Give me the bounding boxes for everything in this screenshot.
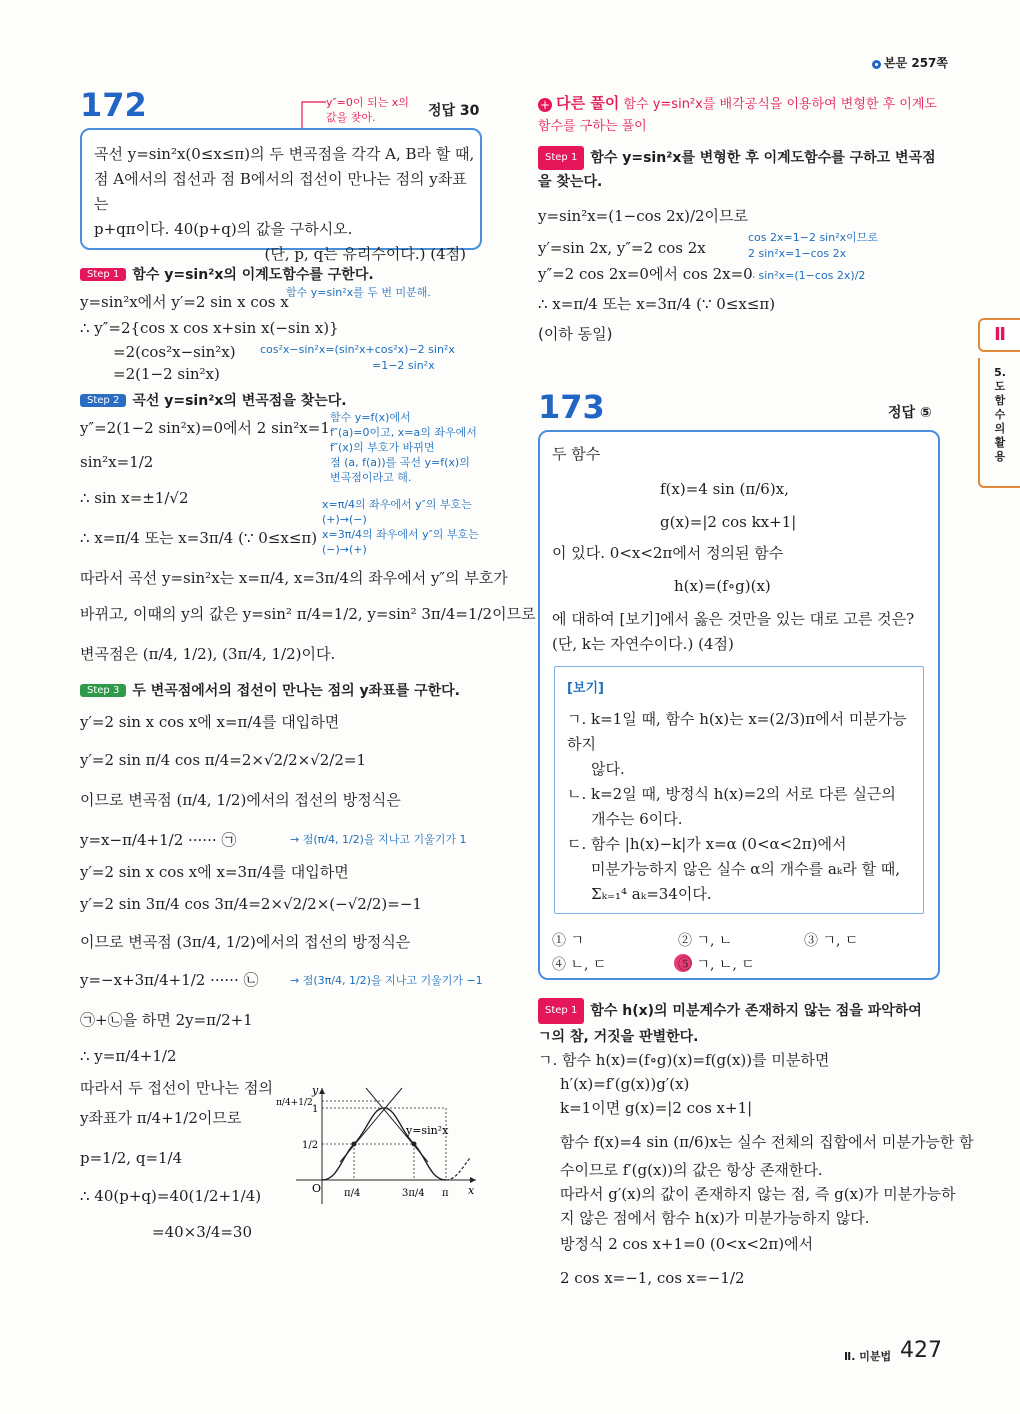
y-tick-label: π/4+1/2 [276,1098,313,1108]
problem-number-173: 173 [538,388,605,426]
bogi-box [554,666,924,914]
annotation: → 점(3π/4, 1/2)을 지나고 기울기가 −1 [290,974,483,987]
math-line: ∴ sin x=±1/√2 [80,489,189,507]
bogi-item: 개수는 6이다. [591,810,683,828]
inflection-point-b [412,1142,417,1147]
alt-solution-intro: + 다른 풀이 함수 y=sin²x를 배각공식을 이용하여 변형한 후 이계도함수를 구하는 풀이 [538,94,937,134]
tangent-equation-2: y=−x+3π/4+1/2 ······ ㉡ [80,971,259,989]
choice-2[interactable]: ② ㄱ, ㄴ [678,933,733,949]
math-line: 지 않은 점에서 함수 h(x)가 미분가능하지 않다. [560,1209,870,1227]
x-tick-label: π [442,1188,449,1199]
chapter-tab-label: 5. 도함수의 활용 [978,358,1020,488]
math-line: y′=2 sin π/4 cos π/4=2×√2/2×√2/2=1 [80,751,367,769]
step1-header-172: Step 1 함수 y=sin²x의 이계도함수를 구한다. [80,264,374,284]
step3-header-172: Step 3 두 변곡점에서의 접선이 만나는 점의 y좌표를 구한다. [80,680,460,700]
question-box-172 [80,128,482,263]
side-note-172: y″=0이 되는 x의 값을 찾아. [326,96,409,124]
circle-bullet-icon [872,60,881,69]
origin-label: O [312,1182,322,1195]
alt-step1-header: Step 1 함수 y=sin²x를 변형한 후 이계도함수를 구하고 변곡점을 찾는다. [538,146,938,193]
annotation-inflection-definition: 함수 y=f(x)에서 f″(a)=0이고, x=a의 좌우에서 f″(x)의 부호가 바뀌면 점 (a, f(a))를 곡선 y=f(x)의 변곡점이라고 해. [330,411,477,484]
math-line: y″=2 cos 2x=0에서 cos 2x=0 [538,265,753,283]
y-tick-label: 1/2 [302,1140,319,1151]
question-line: 두 함수 [552,445,601,463]
sin-squared-curve-extension [446,1158,470,1180]
math-line: 방정식 2 cos x+1=0 (0<x<2π)에서 [560,1235,814,1253]
math-line: y′=2 sin 3π/4 cos 3π/4=2×√2/2×(−√2/2)=−1 [80,895,422,913]
tangent-equation-1: y=x−π/4+1/2 ······ ㉠ [80,831,237,849]
math-line: y좌표가 π/4+1/2이므로 [80,1109,242,1127]
question-line: h(x)=(f∘g)(x) [674,577,771,595]
math-line: =2(1−2 sin²x) [113,365,220,383]
x-axis-arrow [470,1177,476,1183]
question-condition: (단, p, q는 유리수이다.) (4점) [264,245,466,263]
chapter-tab[interactable]: Ⅱ [978,318,1020,352]
bogi-item: ㄴ. k=2일 때, 방정식 h(x)=2의 서로 다른 실근의 [567,785,896,803]
math-line: y″=2(1−2 sin²x)=0에서 2 sin²x=1 [80,419,330,437]
question-line: 곡선 y=sin²x(0≤x≤π)의 두 변곡점을 각각 A, B라 할 때, [94,145,475,163]
step-badge: Step 1 [538,998,584,1024]
bogi-item: 않다. [591,760,625,778]
x-tick-label: π/4 [344,1188,361,1199]
annotation: cos²x−sin²x=(sin²x+cos²x)−2 sin²x [260,343,455,356]
curve-label: y=sin²x [406,1124,449,1137]
math-line: ∴ y=π/4+1/2 [80,1047,177,1065]
math-line: (이하 동일) [538,325,613,343]
x-tick-label: 3π/4 [402,1188,425,1199]
math-line: y′=2 sin x cos x에 x=3π/4를 대입하면 [80,863,349,881]
footer-section: Ⅱ. 미분법 [844,1350,892,1363]
annotation: 2 sin²x=1−cos 2x [748,247,847,260]
y-axis-label: y [312,1084,319,1097]
annotation: → 점(π/4, 1/2)을 지나고 기울기가 1 [290,833,467,846]
bogi-item: 미분가능하지 않은 실수 α의 개수를 aₖ라 할 때, [591,860,901,878]
question-box-173 [538,430,940,980]
math-line: k=1이면 g(x)=|2 cos x+1| [560,1099,753,1117]
math-line: 함수 f(x)=4 sin (π/6)x는 실수 전체의 집합에서 미분가능한 함 [560,1133,974,1151]
math-line: 수이므로 f′(g(x))의 값은 항상 존재한다. [560,1161,823,1179]
math-line: y′=sin 2x, y″=2 cos 2x [538,239,706,257]
math-line: y=sin²x=(1−cos 2x)/2이므로 [538,207,749,225]
question-line: 에 대하여 [보기]에서 옳은 것만을 있는 대로 고른 것은? [552,610,915,628]
bogi-title: [보기] [567,681,604,696]
y-tick-label: 1 [312,1104,319,1115]
problem-number-172: 172 [80,86,147,124]
bogi-item: Σₖ₌₁⁴ aₖ=34이다. [591,885,712,903]
choice-4[interactable]: ④ ㄴ, ㄷ [552,957,607,973]
sin-squared-graph [276,1084,480,1208]
math-line: 이므로 변곡점 (3π/4, 1/2)에서의 접선의 방정식은 [80,933,411,951]
annotation: =1−2 sin²x [372,359,435,372]
math-line: ∴ y″=2{cos x cos x+sin x(−sin x)} [80,319,339,337]
math-line: h′(x)=f′(g(x))g′(x) [560,1075,690,1093]
math-line: =40×3/4=30 [152,1223,253,1241]
annotation: cos 2x=1−2 sin²x이므로 [748,231,878,244]
math-line: y′=2 sin x cos x에 x=π/4를 대입하면 [80,713,340,731]
answer-172: 정답 30 [428,103,480,119]
step-badge: Step 2 [80,394,126,407]
step-badge: Step 1 [80,268,126,281]
annotation: ∴ sin²x=(1−cos 2x)/2 [748,269,866,282]
choice-5[interactable]: ⑤ ㄱ, ㄴ, ㄷ [678,952,755,978]
step-badge: Step 1 [538,146,584,170]
step-badge: Step 3 [80,684,126,697]
annotation-sign-change: x=π/4의 좌우에서 y″의 부호는 (+)→(−) x=3π/4의 좌우에서 y″의 부호는 (−)→(+) [322,498,479,556]
math-line: ㉠+㉡을 하면 2y=π/2+1 [80,1011,253,1029]
math-line: 2 cos x=−1, cos x=−1/2 [560,1269,745,1287]
annotation: 함수 y=sin²x를 두 번 미분해. [286,286,431,299]
page-number: 427 [900,1338,942,1363]
question-line: 점 A에서의 접선과 점 B에서의 접선이 만나는 점의 y좌표는 [94,170,467,213]
step2-header-172: Step 2 곡선 y=sin²x의 변곡점을 찾는다. [80,390,347,410]
question-condition: (단, k는 자연수이다.) (4점) [552,635,734,653]
math-line: 따라서 g′(x)의 값이 존재하지 않는 점, 즉 g(x)가 미분가능하 [560,1185,956,1203]
math-line: 따라서 두 접선이 만나는 점의 [80,1079,273,1097]
bogi-item: ㄱ. k=1일 때, 함수 h(x)는 x=(2/3)π에서 미분가능하지 [567,710,907,753]
math-line: =2(cos²x−sin²x) [113,343,236,361]
plus-circle-icon: + [539,98,551,112]
answer-173: 정답 ⑤ [888,405,932,421]
math-line: 변곡점은 (π/4, 1/2), (3π/4, 1/2)이다. [80,645,336,663]
question-line: g(x)=|2 cos kx+1| [660,513,797,531]
tangent-line-1 [340,1088,402,1162]
bogi-item: ㄷ. 함수 |h(x)−k|가 x=α (0<α<2π)에서 [567,835,847,853]
choice-1[interactable]: ① ㄱ [552,933,584,949]
math-line: 바뀌고, 이때의 y의 값은 y=sin² π/4=1/2, y=sin² 3π/4=1/2이므로 [80,605,536,623]
question-line: 이 있다. 0<x<2π에서 정의된 함수 [552,544,784,562]
step1-header-173: Step 1 함수 h(x)의 미분계수가 존재하지 않는 점을 파악하여 ㄱ의 참, 거짓을 판별한다. [538,998,938,1049]
x-axis-label: x [468,1184,475,1197]
inflection-point-a [352,1142,357,1147]
math-line: ∴ x=π/4 또는 x=3π/4 (∵ 0≤x≤π) [80,529,318,547]
page-reference: 본문 257쪽 [872,54,948,71]
choice-3[interactable]: ③ ㄱ, ㄷ [804,933,859,949]
math-line: ∴ x=π/4 또는 x=3π/4 (∵ 0≤x≤π) [538,295,776,313]
math-line: sin²x=1/2 [80,453,154,471]
math-line: 이므로 변곡점 (π/4, 1/2)에서의 접선의 방정식은 [80,791,401,809]
y-axis-arrow [319,1088,325,1094]
math-line: ㄱ. 함수 h(x)=(f∘g)(x)=f(g(x))를 미분하면 [538,1051,830,1069]
math-line: 따라서 곡선 y=sin²x는 x=π/4, x=3π/4의 좌우에서 y″의 부호가 [80,569,508,587]
question-line: p+qπ이다. 40(p+q)의 값을 구하시오. [94,220,353,238]
question-line: f(x)=4 sin (π/6)x, [660,480,789,498]
math-line: y=sin²x에서 y′=2 sin x cos x [80,293,289,311]
math-line: p=1/2, q=1/4 [80,1149,183,1167]
math-line: ∴ 40(p+q)=40(1/2+1/4) [80,1187,262,1205]
